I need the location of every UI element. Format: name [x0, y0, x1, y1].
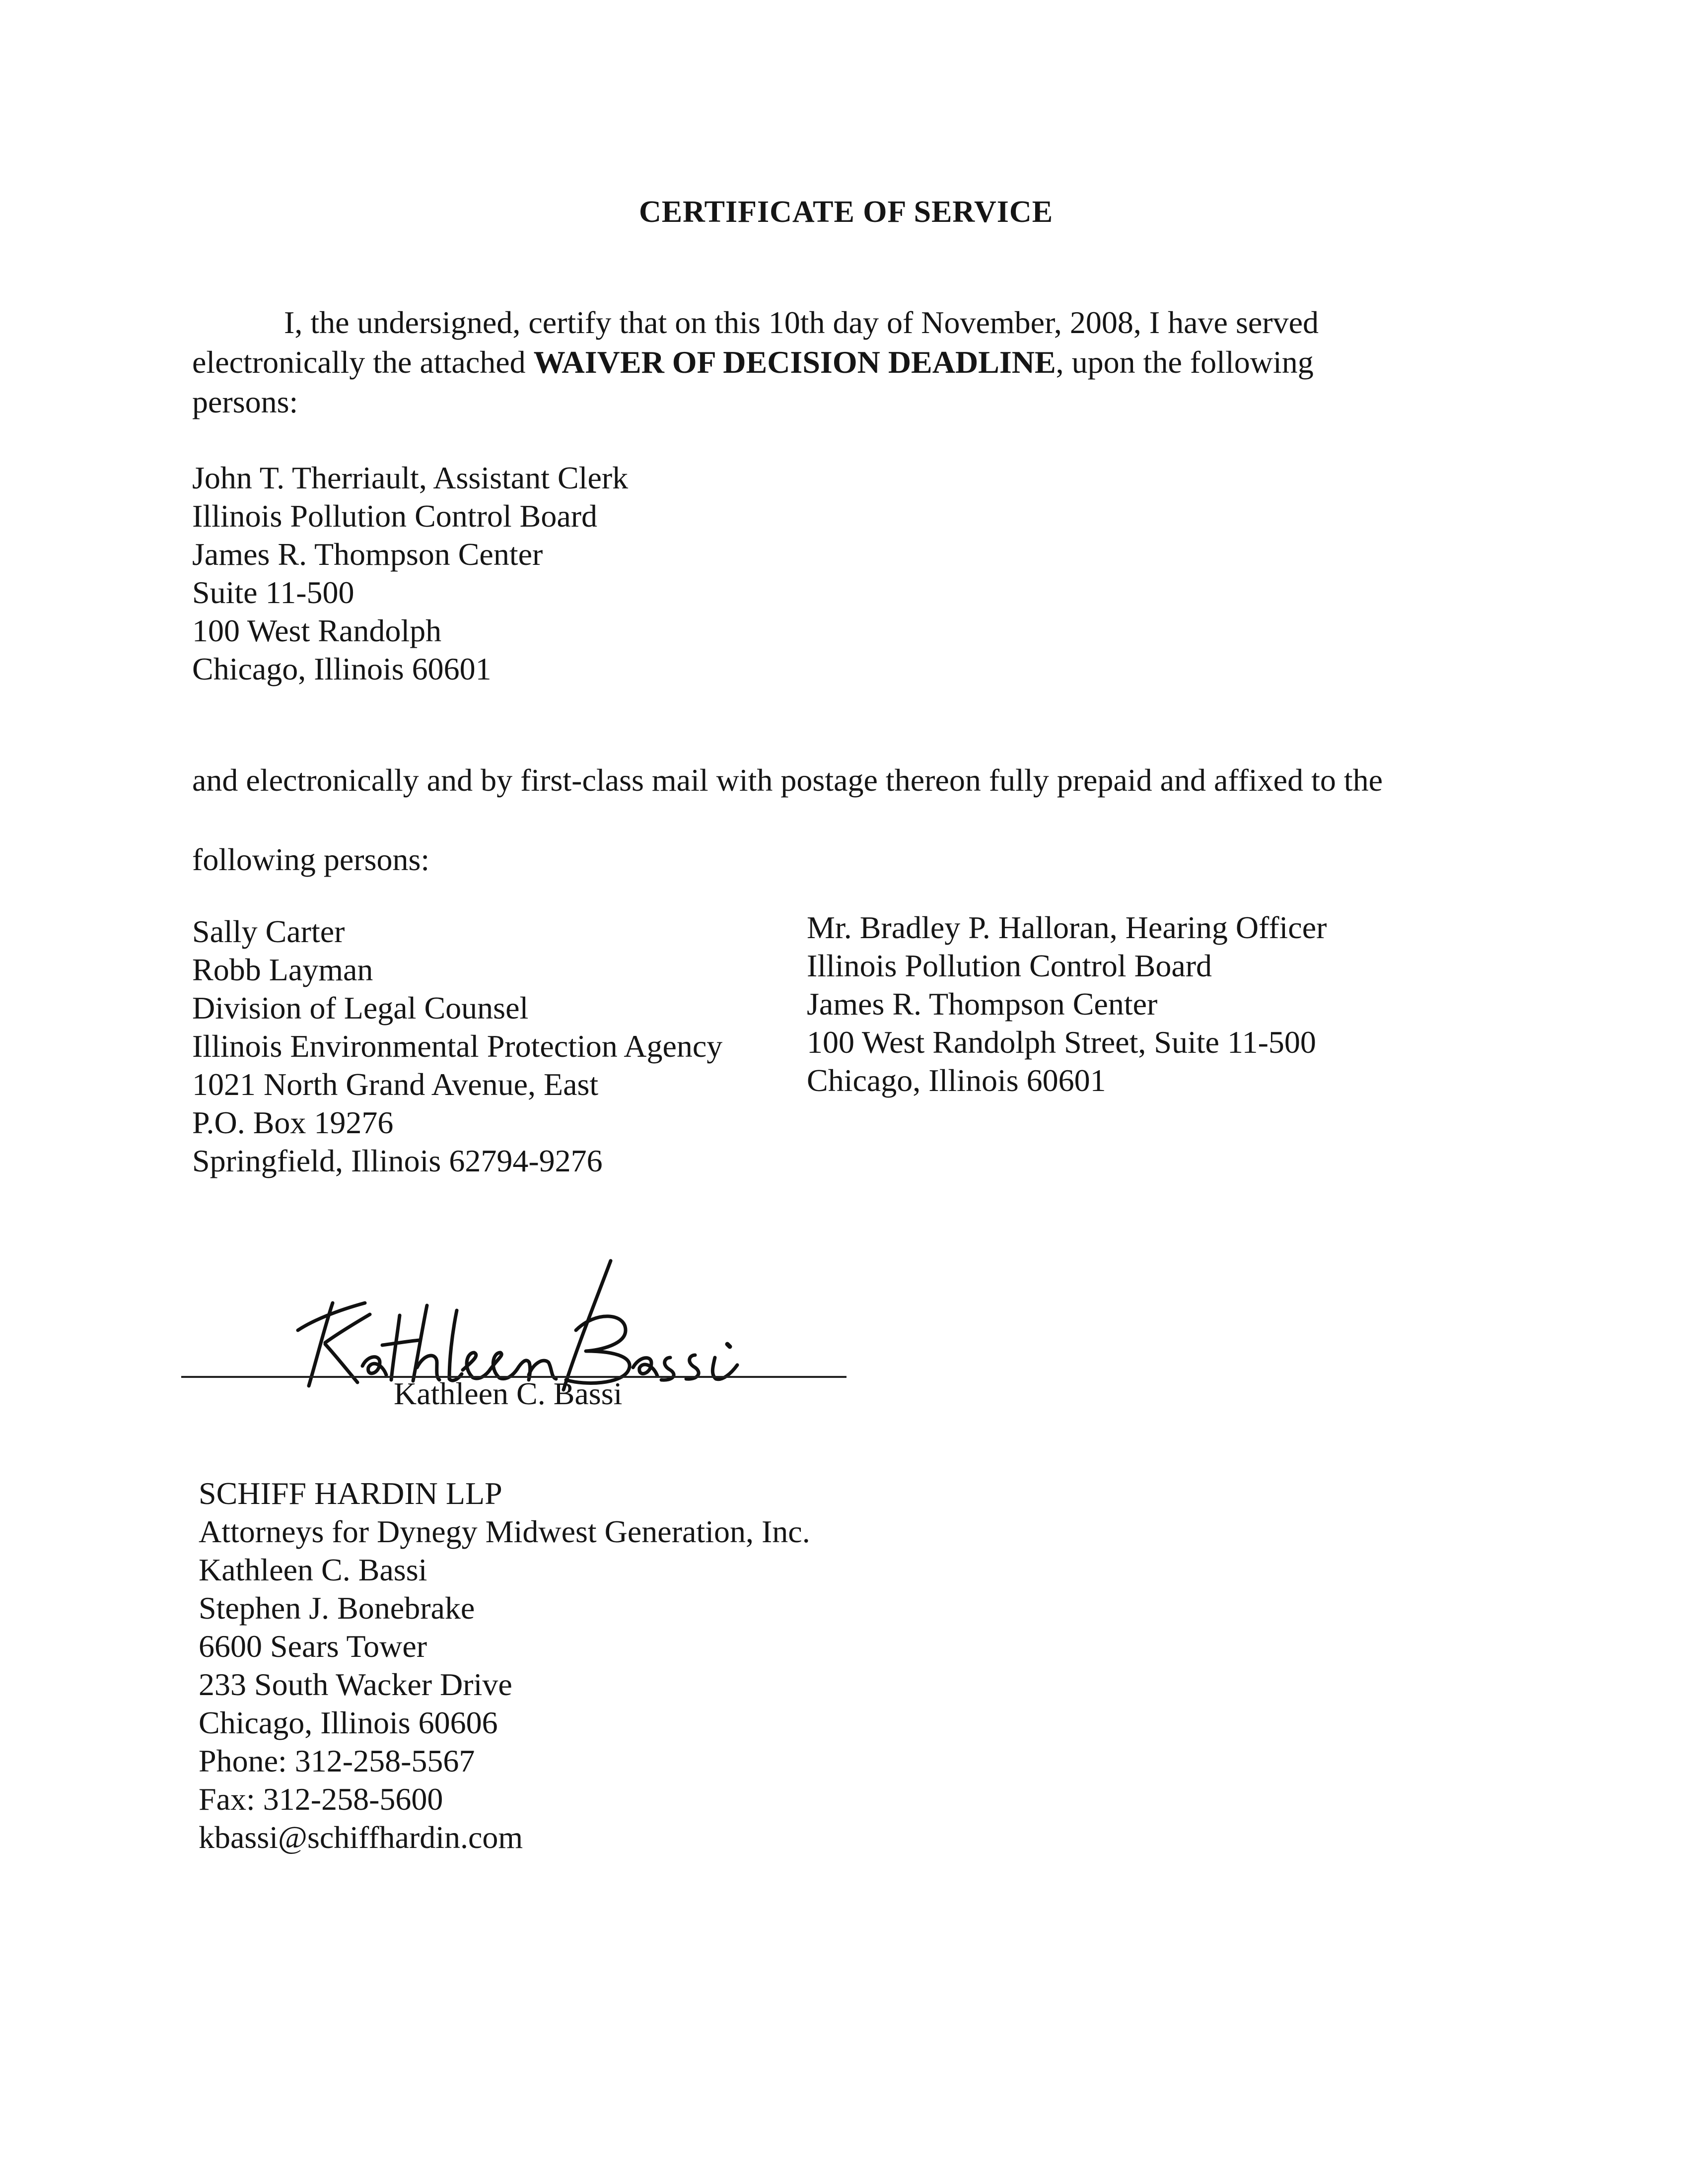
firm-line: Chicago, Illinois 60606 [199, 1705, 498, 1740]
intro-paragraph [192, 303, 1319, 422]
phone-line: Phone: 312-258-5567 [199, 1743, 475, 1778]
clerk-address [192, 459, 628, 688]
document-title: CERTIFICATE OF SERVICE [638, 195, 1054, 229]
address-line: Suite 11-500 [192, 575, 354, 610]
address-line: Illinois Pollution Control Board [807, 948, 1212, 983]
address-line: Chicago, Illinois 60601 [192, 651, 492, 686]
agency-address [192, 912, 722, 1180]
firm-line: 6600 Sears Tower [199, 1629, 427, 1664]
address-line: Division of Legal Counsel [192, 990, 529, 1025]
address-line: Springfield, Illinois 62794-9276 [192, 1143, 603, 1178]
mail-sentence-line-2: following persons: [192, 842, 430, 877]
address-line: Illinois Environmental Protection Agency [192, 1028, 723, 1064]
address-line: Mr. Bradley P. Halloran, Hearing Officer [807, 910, 1327, 945]
firm-line: Stephen J. Bonebrake [199, 1590, 475, 1626]
address-line: Sally Carter [192, 914, 345, 949]
firm-line: Attorneys for Dynegy Midwest Generation, Inc. [199, 1514, 810, 1549]
firm-line: 233 South Wacker Drive [199, 1667, 512, 1702]
address-line: Illinois Pollution Control Board [192, 498, 598, 534]
address-line: 100 West Randolph [192, 613, 442, 648]
intro-line-1: I, the undersigned, certify that on this 10th day of November, 2008, I have served [284, 305, 1319, 340]
document-name-bold: WAIVER OF DECISION DEADLINE [533, 344, 1056, 380]
firm-block [199, 1474, 810, 1856]
intro-line-2-pre: electronically the attached [192, 344, 534, 380]
address-line: P.O. Box 19276 [192, 1105, 394, 1140]
email-line: kbassi@schiffhardin.com [199, 1820, 523, 1855]
fax-line: Fax: 312-258-5600 [199, 1781, 443, 1817]
signer-printed-name: Kathleen C. Bassi [394, 1376, 623, 1411]
intro-line-2 [192, 342, 1319, 382]
address-line: James R. Thompson Center [192, 537, 543, 572]
intro-line-3: persons: [192, 384, 298, 419]
mail-sentence-line-1: and electronically and by first-class mail with postage thereon fully prepaid and affixed to the [192, 762, 1383, 798]
hearing-officer-address [807, 908, 1327, 1099]
address-line: 100 West Randolph Street, Suite 11-500 [807, 1024, 1316, 1060]
address-line: John T. Therriault, Assistant Clerk [192, 460, 629, 495]
address-line: Chicago, Illinois 60601 [807, 1063, 1106, 1098]
address-line: 1021 North Grand Avenue, East [192, 1067, 599, 1102]
address-line: Robb Layman [192, 952, 373, 987]
firm-line: Kathleen C. Bassi [199, 1552, 427, 1587]
intro-line-2-post: , upon the following [1056, 344, 1314, 380]
firm-line: SCHIFF HARDIN LLP [199, 1476, 502, 1511]
address-line: James R. Thompson Center [807, 986, 1158, 1022]
